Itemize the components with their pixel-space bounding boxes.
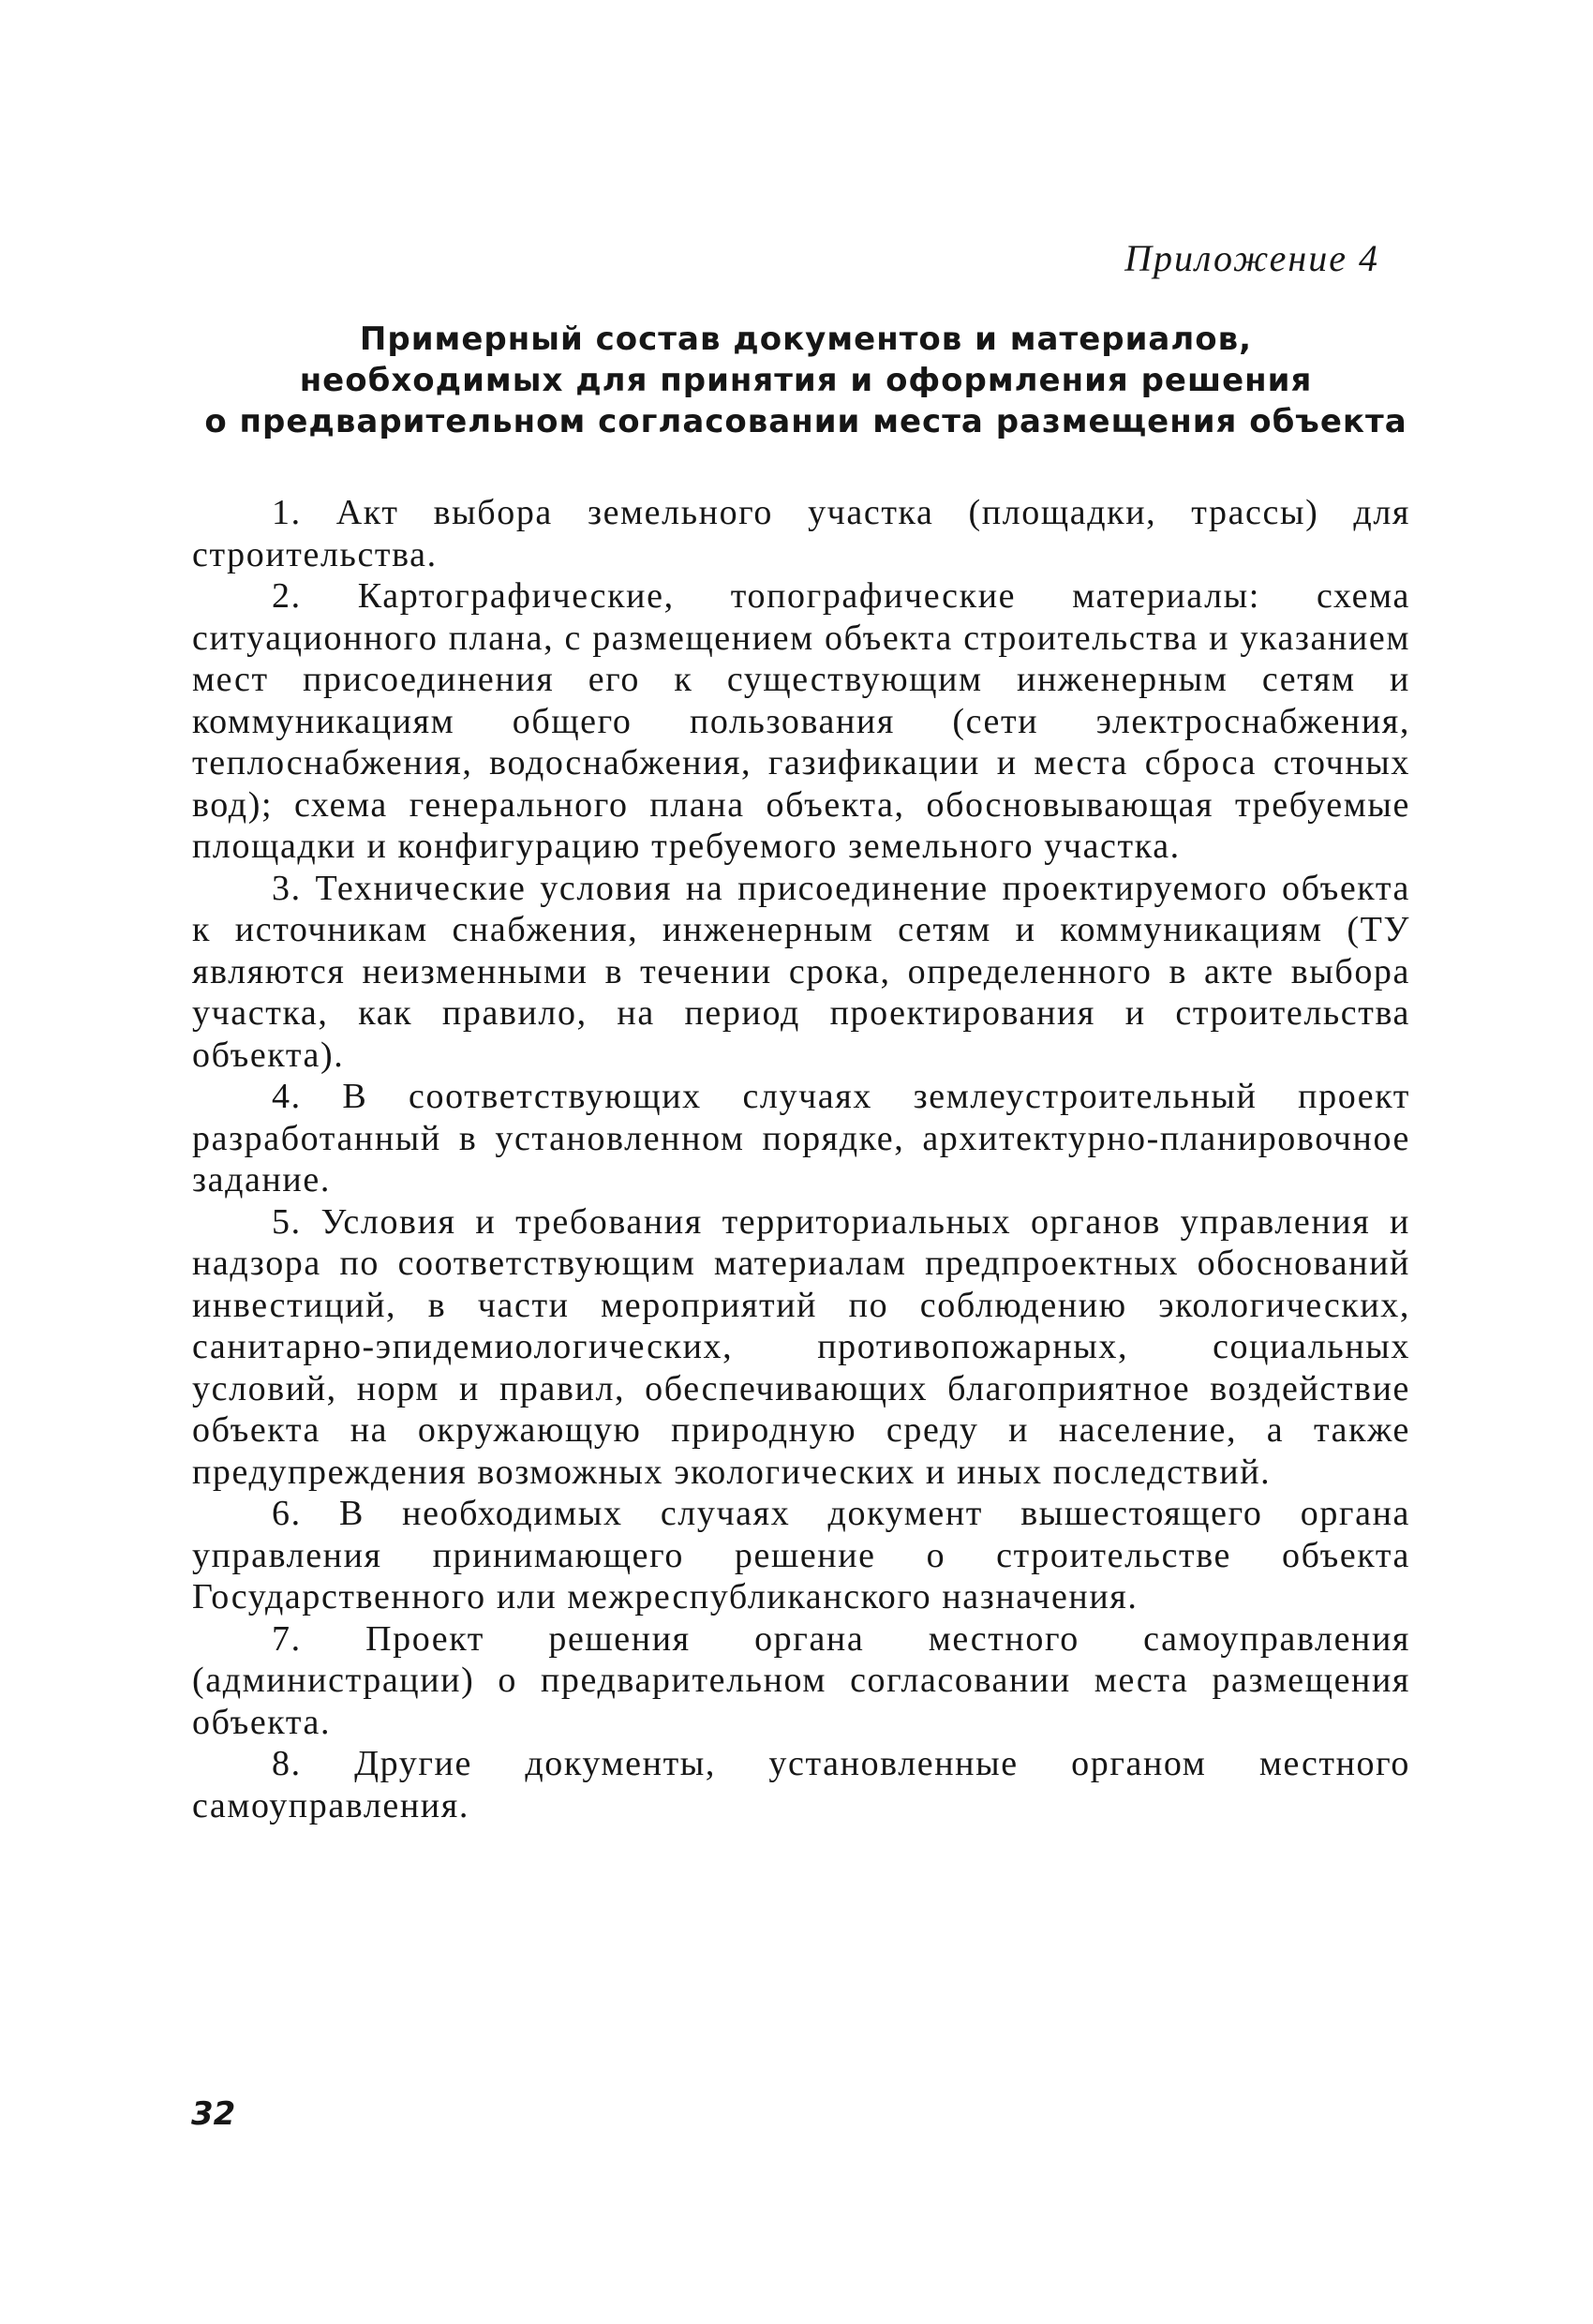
appendix-label: Приложение 4 xyxy=(1124,237,1379,279)
list-item-7: 7. Проект решения органа местного самоуправления (администрации) о предварительном согласовании места размещения объекта. xyxy=(192,1618,1410,1742)
list-item-1: 1. Акт выбора земельного участка (площадки, трассы) для строительства. xyxy=(192,493,1410,574)
title-line: необходимых для принятия и оформления решения xyxy=(299,362,1313,399)
list-item-8: 8. Другие документы, установленные органом местного самоуправления. xyxy=(192,1744,1410,1825)
list-item-5: 5. Условия и требования территориальных органов управления и надзора по соответствующим материалам предпроектных обоснований инвестиций, в части мероприятий по соблюдению экологических, санитарно-эпидемиологических, противопожарных, социальных условий, норм и правил, обеспечивающих благоприятное воздействие объекта на окружающую природную среду и население, а также предупреждения возможных экологических и иных последствий. xyxy=(192,1201,1410,1492)
list-item-2: 2. Картографические, топографические материалы: схема ситуационного плана, с размещением объекта строительства и указанием мест присоединения его к существующим инженерным сетям и коммуникациям общего пользования (сети электроснабжения, теплоснабжения, водоснабжения, газификации и места сброса сточных вод); схема генерального плана объекта, обосновывающая требуемые площадки и конфигурацию требуемого земельного участка. xyxy=(192,576,1410,866)
document-title xyxy=(197,319,1415,442)
title-line: о предварительном согласовании места размещения объекта xyxy=(204,403,1407,440)
documents-list xyxy=(192,492,1410,1826)
list-item-4: 4. В соответствующих случаях землеустроительный проект разработанный в установленном порядке, архитектурно-планировочное задание. xyxy=(192,1077,1410,1199)
page-number: 32 xyxy=(191,2095,236,2133)
list-item-3: 3. Технические условия на присоединение проектируемого объекта к источникам снабжения, инженерным сетям и коммуникациям (ТУ являются неизменными в течении срока, определенного в акте выбора участка, как правило, на период проектирования и строительства объекта). xyxy=(192,868,1410,1075)
title-line: Примерный состав документов и материалов, xyxy=(359,320,1253,358)
list-item-6: 6. В необходимых случаях документ вышестоящего органа управления принимающего решение о строительстве объекта Государственного или межреспубликанского назначения. xyxy=(192,1494,1410,1616)
